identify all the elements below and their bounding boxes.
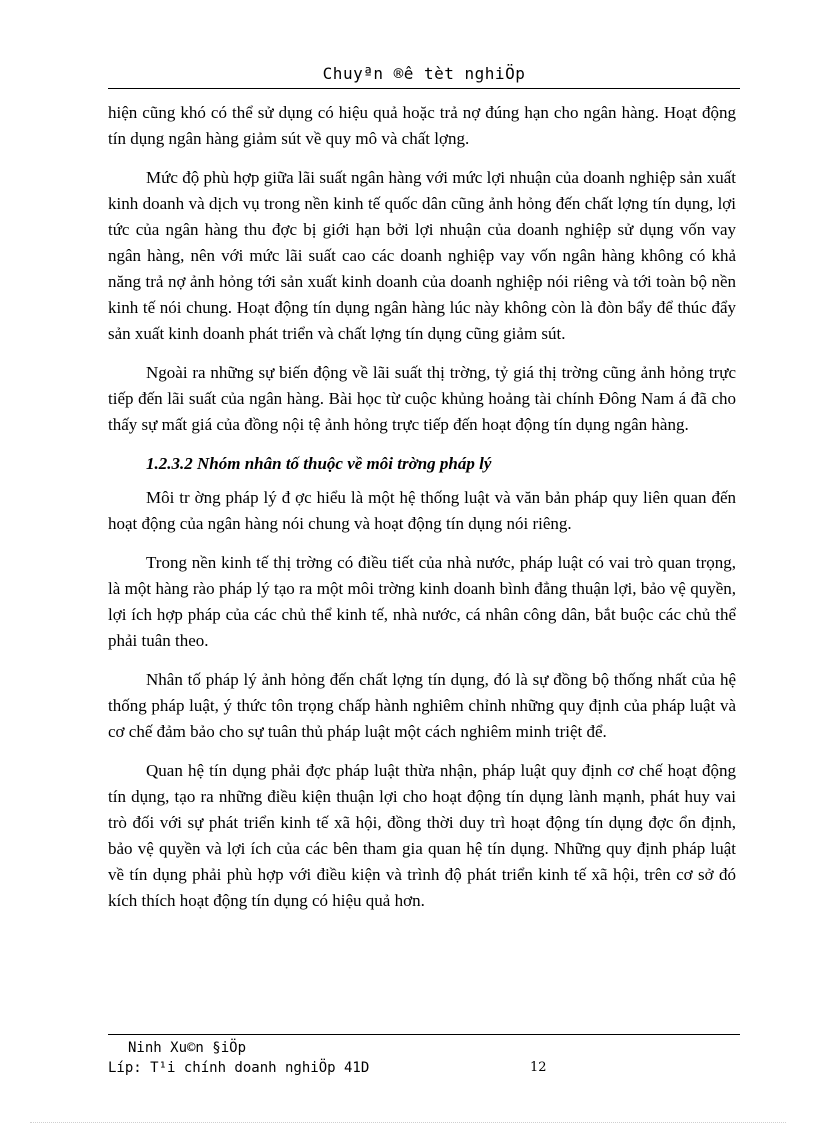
footer-author: Ninh Xu©n §iÖp [128,1040,247,1056]
paragraph: Mức độ phù hợp giữa lãi suất ngân hàng với mức lợi nhuận của doanh nghiệp sản xuất kinh doanh và dịch vụ trong nền kinh tế quốc dân cũng ảnh hỏng đến chất lợng tín dụng, lợi tức của ngân hàng thu đợc bị giới hạn bởi lợi nhuận của doanh nghiệp sử dụng vốn vay ngân hàng, nên với mức lãi suất cao các doanh nghiệp vay vốn ngân hàng không có khả năng trả nợ ảnh hỏng tới sản xuất kinh doanh của doanh nghiệp nói riêng và tới toàn bộ nền kinh tế nói chung. Hoạt động tín dụng ngân hàng lúc này không còn là đòn bẩy để thúc đẩy sản xuất kinh doanh phát triển và chất lợng tín dụng cũng giảm sút. [108,168,736,343]
paragraph: Ngoài ra những sự biến động về lãi suất thị trờng, tỷ giá thị trờng cũng ảnh hỏng trực tiếp đến lãi suất của ngân hàng. Bài học từ cuộc khủng hoảng tài chính Đông Nam á đã cho thấy sự mất giá của đồng nội tệ ảnh hỏng trực tiếp đến hoạt động tín dụng ngân hàng. [108,363,736,434]
page-number: 12 [530,1060,547,1075]
paragraph: Nhân tố pháp lý ảnh hỏng đến chất lợng tín dụng, đó là sự đồng bộ thống nhất của hệ thống pháp luật, ý thức tôn trọng chấp hành nghiêm chỉnh những quy định của pháp luật và cơ chế đảm bảo cho sự tuân thủ pháp luật một cách nghiêm minh triệt để. [108,670,736,741]
header-divider [108,88,740,89]
paragraph: Quan hệ tín dụng phải đợc pháp luật thừa nhận, pháp luật quy định cơ chế hoạt động tín dụng, tạo ra những điều kiện thuận lợi cho hoạt động tín dụng lành mạnh, phát huy vai trò đối với sự phát triển kinh tế xã hội, đồng thời duy trì hoạt động tín dụng đợc ổn định, bảo vệ quyền và lợi ích của các bên tham gia quan hệ tín dụng. Những quy định pháp luật về tín dụng phải phù hợp với điều kiện và trình độ phát triển kinh tế xã hội, trên cơ sở đó kích thích hoạt động tín dụng có hiệu quả hơn. [108,761,736,910]
paragraph-continuation: hiện cũng khó có thể sử dụng có hiệu quả hoặc trả nợ đúng hạn cho ngân hàng. Hoạt động tín dụng ngân hàng giảm sút về quy mô và chất lợng. [108,103,736,148]
page-header-title: Chuyªn ®ê tèt nghiÖp [322,64,526,83]
paragraph: Môi tr ờng pháp lý đ ợc hiểu là một hệ thống luật và văn bản pháp quy liên quan đến hoạt động của ngân hàng nói chung và hoạt động tín dụng nói riêng. [108,488,736,533]
footer-divider [108,1034,740,1035]
document-body [108,100,736,927]
section-heading: 1.2.3.2 Nhóm nhân tố thuộc về môi trờng pháp lý [146,454,492,473]
paragraph: Trong nền kinh tế thị trờng có điều tiết của nhà nước, pháp luật có vai trò quan trọng, là một hàng rào pháp lý tạo ra một môi trờng kinh doanh bình đẳng thuận lợi, bảo vệ quyền, lợi ích hợp pháp của các chủ thể kinh tế, nhà nước, cá nhân công dân, bắt buộc các chủ thể phải tuân theo. [108,553,736,650]
footer-class-label: Líp: T¹i chính doanh nghiÖp 41D [108,1060,370,1076]
